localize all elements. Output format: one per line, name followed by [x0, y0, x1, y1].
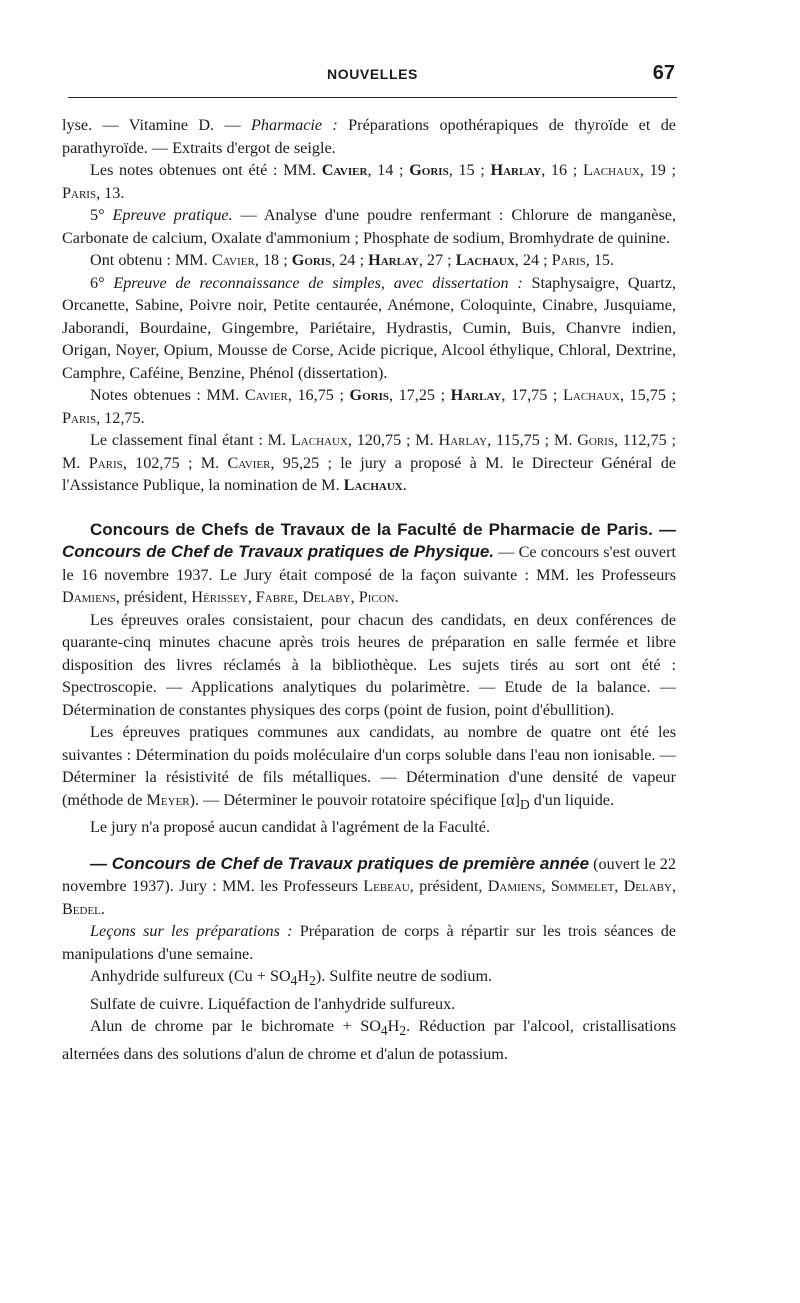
person-name: Lachaux: [455, 251, 515, 269]
text-run: , 17,75 ;: [501, 386, 563, 404]
formula-subscript: D: [519, 796, 530, 812]
paragraph-notes-5: [62, 249, 676, 272]
text-run: , 24 ;: [331, 251, 369, 269]
text-run: Les épreuves pratiques communes aux candidats, au nombre de quatre ont été les suivantes : Détermination du poids moléculaire d'un corps soluble dans l'eau non ionisable. — Déterminer la résistivité de fils métalliques. — Détermination d'une densité de vapeur (méthode de: [62, 723, 676, 809]
text-run: , président,: [409, 877, 488, 896]
person-name: Lachaux: [290, 431, 348, 449]
person-name: Damiens: [487, 877, 542, 896]
text-run: Le jury n'a proposé aucun candidat à l'agrément de la Faculté.: [90, 818, 491, 837]
text-run: (ouvert le 22 novembre 1937). Jury : MM. les Professeurs: [62, 854, 676, 896]
person-name: Cavier: [321, 161, 368, 179]
header-rule: [68, 97, 677, 98]
text-run: Les notes obtenues ont été : MM.: [90, 161, 322, 179]
person-name: Sommelet: [550, 877, 615, 896]
person-name: Lachaux: [343, 476, 403, 494]
person-name: Meyer: [146, 790, 190, 809]
text-run: 6°: [90, 273, 114, 292]
page-number: 67: [652, 62, 675, 84]
text-run: Le classement final étant : M.: [90, 431, 291, 449]
formula-alpha: [α]: [500, 790, 520, 809]
text-run: , 15.: [585, 251, 615, 269]
person-name: Delaby: [623, 877, 672, 896]
person-name: Bedel: [62, 899, 101, 918]
text-run: , 12,75.: [96, 408, 145, 427]
text-run: Sulfate de cuivre. Liquéfaction de l'anhydride sulfureux.: [90, 994, 456, 1013]
text-run: , président,: [115, 588, 192, 606]
text-run: , 16,75 ;: [287, 386, 350, 404]
text-run: 5°: [90, 206, 113, 224]
text-run: ). Sulfite neutre de sodium.: [315, 967, 493, 986]
page-header: [68, 62, 677, 92]
person-name: Goris: [409, 161, 449, 179]
paragraph-concours-premiere-annee: [62, 853, 676, 921]
text-run: , 16 ;: [541, 161, 583, 179]
text-run: ,: [541, 877, 551, 896]
text-run: ,: [247, 588, 256, 606]
text-run: Préparations opothérapiques de thyroïde et de parathyroïde. — Extraits d'ergot de seigle.: [62, 116, 676, 157]
paragraph-concours-physique: [62, 519, 676, 609]
person-name: Harlay: [490, 161, 542, 179]
section-subheading: Concours de Chef de Travaux pratiques de Physique.: [62, 542, 495, 561]
text-run: ,: [614, 877, 624, 896]
paragraph-epreuve-pratique: [62, 204, 676, 249]
text-run: , 17,25 ;: [389, 386, 451, 404]
person-name: Cavier: [211, 251, 255, 269]
paragraph-simples: [62, 272, 676, 385]
text-run: Les épreuves orales consistaient, pour chacun des candidats, en deux conférences de quarante-cinq minutes chacune après trois heures de préparation en salle fermée et libre disposition des livres réclamés à la bibliothèque. Les sujets tirés au sort ont été : Spectroscopie. — Applications analytiques du polarimètre. — Etude de la balance. — Détermination de constantes physiques des corps (point de fusion, point d'ébullition).: [62, 610, 676, 719]
person-name: Paris: [551, 251, 586, 269]
paragraph-jury-conclusion: [62, 816, 676, 839]
person-name: Paris: [62, 183, 97, 202]
paragraph-sulfate: [62, 993, 676, 1016]
person-name: Picon: [358, 588, 395, 606]
text-run: d'un liquide.: [529, 790, 615, 809]
paragraph-classement: [62, 429, 676, 497]
paragraph-notes-4: [62, 159, 676, 204]
text-run: , 15 ;: [448, 161, 491, 179]
text-run: , 112,75 ; M.: [62, 431, 676, 472]
text-run: ,: [294, 588, 303, 606]
text-run: Préparation de corps à répartir sur les trois séances de manipulations d'une semaine.: [62, 922, 676, 963]
person-name: Damiens: [62, 588, 116, 606]
person-name: Goris: [291, 251, 332, 269]
paragraph-notes-6: [62, 384, 676, 429]
person-name: Cavier: [244, 386, 288, 404]
text-run: ). — Déterminer le pouvoir rotatoire spécifique: [189, 790, 501, 809]
text-run: — Ce concours s'est ouvert le 16 novembre 1937. Le Jury était composé de la façon suivante : MM. les Professeurs: [62, 543, 676, 584]
paragraph-lecons: [62, 920, 676, 965]
text-run: lyse. — Vitamine D. —: [62, 116, 252, 134]
section-heading: Concours de Chefs de Travaux de la Faculté de Pharmacie de Paris. —: [90, 519, 676, 539]
text-run: .: [394, 588, 399, 606]
text-run: , 27 ;: [418, 251, 456, 269]
person-name: Delaby: [302, 588, 351, 606]
person-name: Lachaux: [562, 386, 620, 404]
text-run: , 120,75 ; M.: [347, 431, 439, 449]
text-run: Staphysaigre, Quartz, Orcanette, Sabine, Poivre noir, Petite centaurée, Anémone, Coloquinte, Cinabre, Jusquiame, Jaborandi, Bourdaine, Gingembre, Pariétaire, Hydrastis, Cumin, Buis, Chanvre indien, Origan, Noyer, Opium, Mousse de Corse, Acide picrique, Alcool éthylique, Chloral, Dextrine, Camphre, Caféine, Benzine, Phénol (dissertation).: [62, 273, 676, 382]
person-name: Harlay: [438, 431, 488, 449]
article-body: [62, 114, 676, 1066]
formula-subscript: 2: [309, 973, 316, 989]
text-run: . Réduction par l'alcool, cristallisations alternées dans des solutions d'alun de chrome et d'alun de potassium.: [62, 1017, 676, 1064]
text-run: .: [100, 899, 105, 918]
person-name: Goris: [577, 431, 614, 449]
paragraph-alun: [62, 1015, 676, 1065]
text-run: , 95,25 ; le jury a proposé à M. le Directeur Général de l'Assistance Publique, la nomination de M.: [62, 453, 676, 494]
person-name: Paris: [62, 408, 97, 427]
paragraph-epreuves-pratiques: [62, 721, 676, 816]
text-run: Notes obtenues : MM.: [90, 386, 245, 404]
formula-subscript: 4: [290, 973, 298, 989]
person-name: Fabre: [255, 588, 295, 606]
person-name: Lebeau: [363, 877, 410, 896]
text-run: — Analyse d'une poudre renfermant : Chlorure de manganèse, Carbonate de calcium, Oxalate d'ammonium ; Phosphate de sodium, Bromhydrate de quinine.: [62, 206, 676, 247]
text-run: , 102,75 ; M.: [122, 453, 228, 472]
text-run: , 13.: [96, 183, 125, 202]
person-name: Paris: [88, 453, 123, 472]
person-name: Harlay: [368, 251, 419, 269]
person-name: Lachaux: [582, 161, 640, 179]
text-run: .: [402, 476, 407, 494]
person-name: Hérissey: [191, 588, 248, 606]
italic-run: Leçons sur les préparations :: [90, 922, 293, 941]
text-run: , 115,75 ; M.: [487, 431, 578, 449]
paragraph-vitamine: [62, 114, 676, 159]
text-run: , 18 ;: [254, 251, 292, 269]
italic-run: Epreuve de reconnaissance de simples, avec dissertation :: [113, 273, 523, 292]
text-run: H: [297, 967, 310, 986]
formula-subscript: 4: [380, 1023, 388, 1039]
text-run: , 24 ;: [514, 251, 552, 269]
text-run: Ont obtenu : MM.: [90, 251, 212, 269]
person-name: Harlay: [450, 386, 502, 404]
text-run: ,: [671, 877, 677, 896]
text-run: , 15,75 ;: [619, 386, 677, 404]
paragraph-epreuves-orales: [62, 609, 676, 722]
text-run: Anhydride sulfureux (Cu + SO: [90, 967, 291, 986]
paragraph-anhydride: [62, 965, 676, 993]
text-run: ,: [350, 588, 359, 606]
running-title: NOUVELLES: [327, 66, 418, 82]
formula-subscript: 2: [399, 1023, 407, 1039]
text-run: , 19 ;: [639, 161, 676, 179]
text-run: Alun de chrome par le bichromate + SO: [90, 1017, 381, 1036]
italic-run: Pharmacie :: [251, 116, 338, 134]
section-subheading: — Concours de Chef de Travaux pratiques de première année: [90, 853, 590, 873]
text-run: , 14 ;: [367, 161, 410, 179]
text-run: H: [387, 1017, 400, 1036]
person-name: Goris: [349, 386, 389, 404]
person-name: Cavier: [227, 453, 271, 472]
italic-run: Epreuve pratique.: [112, 206, 233, 224]
